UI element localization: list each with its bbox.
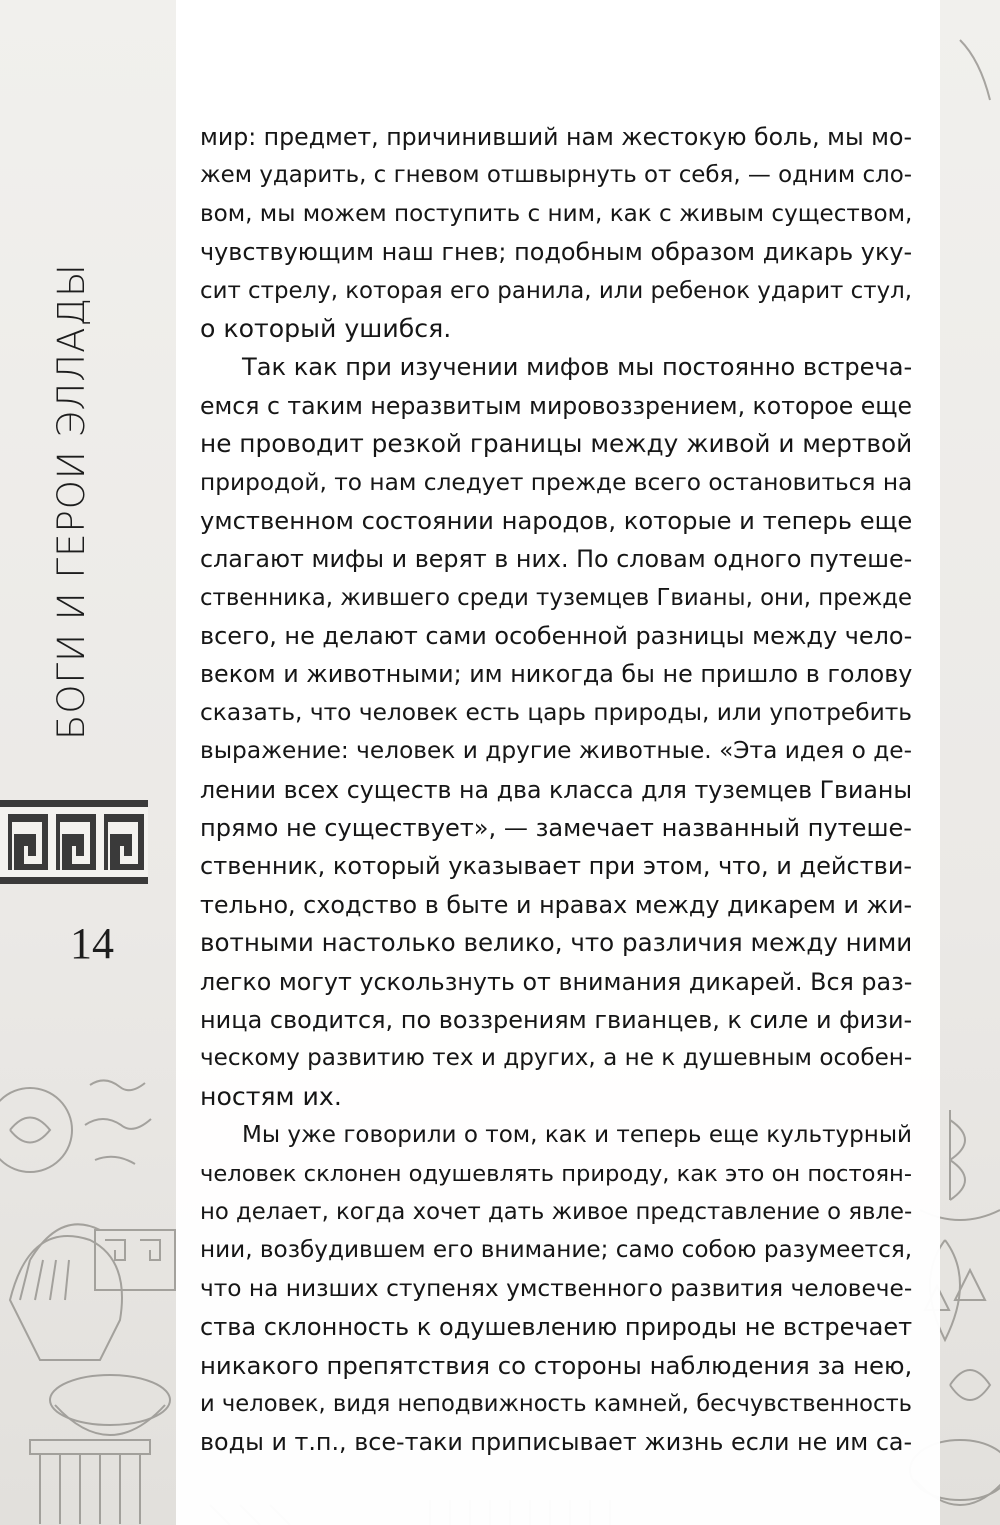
- text-line: нии, возбудившем его внимание; само собою разумеется,: [200, 1237, 913, 1264]
- text-line: Мы уже говорили о том, как и теперь еще культурный: [242, 1122, 913, 1149]
- text-line: и человек, видя неподвижность камней, бесчувственность: [200, 1390, 913, 1417]
- text-line: лении всех существ на два класса для туземцев Гвианы: [200, 775, 913, 804]
- text-line: жем ударить, с гневом отшвырнуть от себя, — одним сло-: [200, 162, 912, 189]
- text-line: ница сводится, по воззрениям гвианцев, к силе и физи-: [200, 1005, 913, 1034]
- text-line: ческому развитию тех и других, а не к душевным особен-: [200, 1045, 913, 1072]
- text-line: ственника, жившего среди туземцев Гвианы, они, прежде: [200, 584, 913, 611]
- text-line: чувствующим наш гнев; подобным образом дикарь уку-: [200, 238, 913, 267]
- text-line: легко могут ускользнуть от внимания дикарей. Вся раз-: [200, 967, 913, 996]
- text-line: вотными настолько велико, что различия между ними: [200, 928, 913, 958]
- text-line: вом, мы можем поступить с ним, как с живым существом,: [200, 200, 913, 227]
- text-line: емся с таким неразвитым мировоззрением, которое еще: [200, 391, 912, 420]
- text-line: умственном состоянии народов, которые и теперь еще: [200, 506, 913, 535]
- text-line: слагают мифы и верят в них. По словам одного путеше-: [200, 545, 913, 574]
- page-number: 14: [70, 919, 114, 968]
- text-line: природой, то нам следует прежде всего остановиться на: [200, 468, 913, 496]
- text-line: сказать, что человек есть царь природы, или употребить: [200, 698, 912, 726]
- text-line: воды и т.п., все-таки приписывает жизнь если не им са-: [200, 1428, 913, 1457]
- body-text: [200, 118, 912, 1462]
- text-line: тельно, сходство в быте и нравах между дикарем и жи-: [200, 890, 913, 919]
- text-line: веком и животными; им никогда бы не пришло в голову: [200, 660, 913, 689]
- text-line: мир: предмет, причинивший нам жестокую боль, мы мо-: [200, 123, 913, 151]
- text-line: никакого препятствия со стороны наблюдения за нею,: [200, 1350, 913, 1380]
- text-line: не проводит резкой границы между живой и мертвой: [200, 429, 913, 459]
- greek-key-ornament: [0, 800, 148, 884]
- text-line: всего, не делают сами особенной разницы между чело-: [200, 622, 913, 651]
- text-line: выражение: человек и другие животные. «Эта идея о де-: [200, 737, 912, 765]
- text-line: прямо не существует», — замечает названный путеше-: [200, 814, 912, 843]
- text-line: сит стрелу, которая его ранила, или ребенок ударит стул,: [200, 277, 912, 304]
- text-line: ства склонность к одушевлению природы не встречает: [200, 1313, 913, 1342]
- text-line: что на низших ступенях умственного развития человече-: [200, 1274, 913, 1302]
- text-line: ственник, который указывает при этом, что, и действи-: [200, 852, 913, 881]
- text-line: о который ушибся.: [200, 313, 452, 343]
- running-title: БОГИ И ГЕРОИ ЭЛЛАДЫ: [50, 263, 93, 740]
- text-line: человек склонен одушевлять природу, как это он постоян-: [200, 1160, 912, 1187]
- text-line: ностям их.: [200, 1081, 342, 1111]
- text-line: Так как при изучении мифов мы постоянно встреча-: [242, 353, 913, 382]
- text-line: но делает, когда хочет дать живое представление о явле-: [200, 1198, 913, 1225]
